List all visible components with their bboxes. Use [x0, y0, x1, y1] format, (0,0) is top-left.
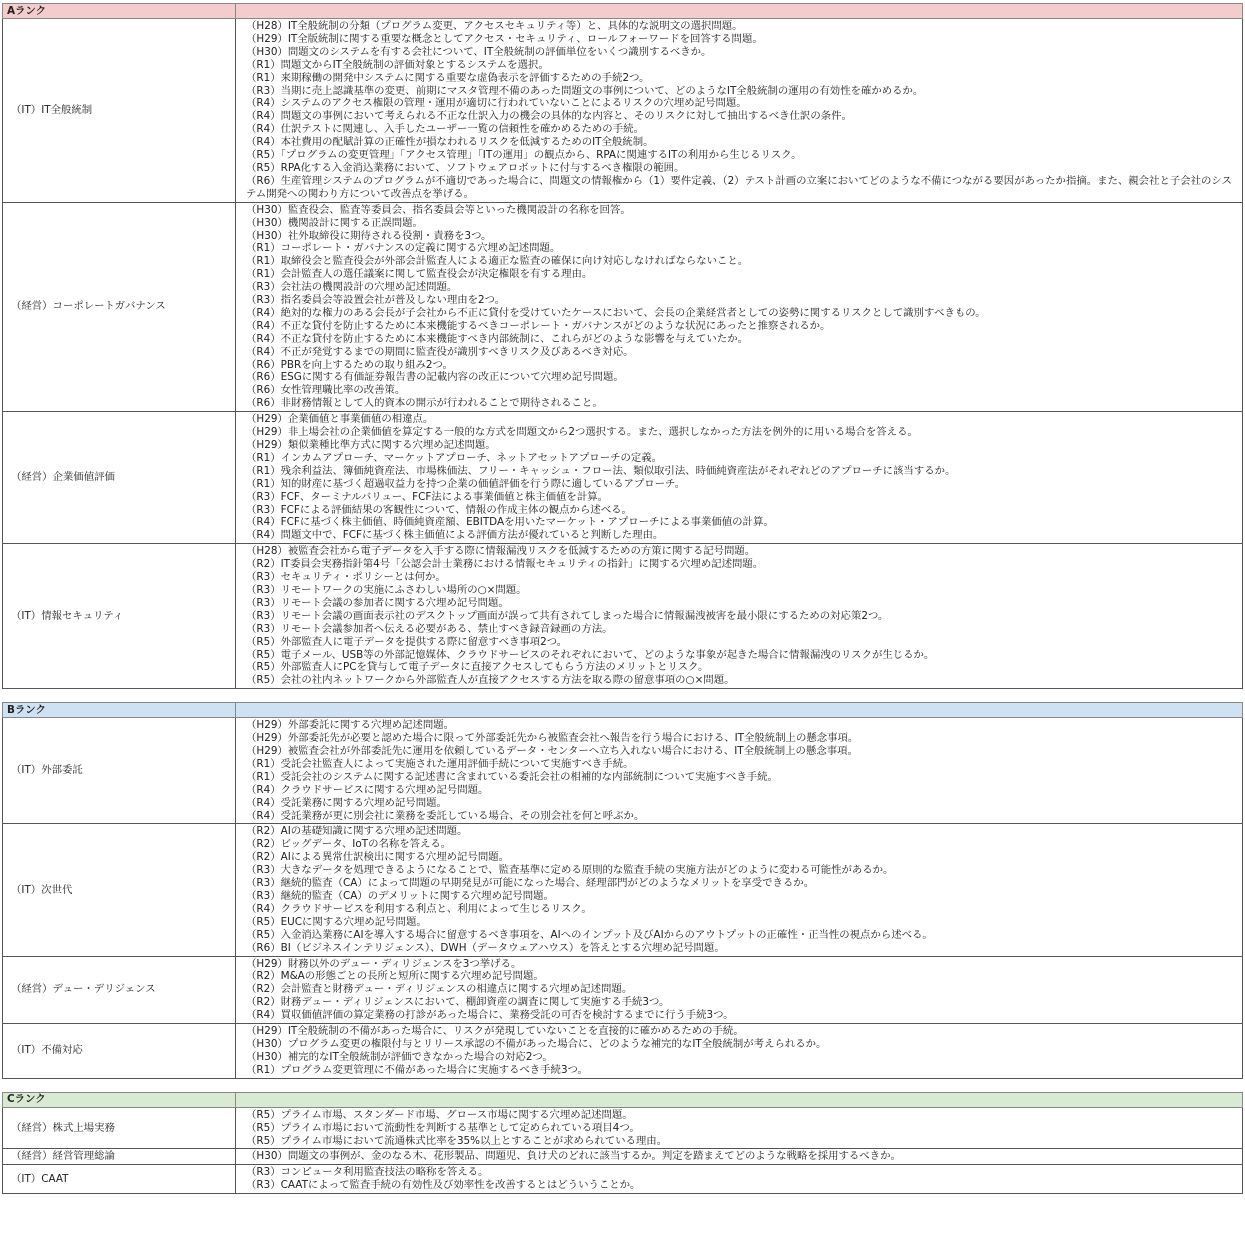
- list-item: （R2）M&Aの形態ごとの長所と短所に関する穴埋め記号問題。: [246, 970, 544, 983]
- list-item: （R2）会計監査と財務デュー・ディリジェンスの相違点に関する穴埋め記述問題。: [246, 983, 633, 996]
- topic-category: （IT）IT全般統制: [3, 19, 236, 203]
- list-item: （R3）会社法の機関設計の穴埋め記述問題。: [246, 281, 458, 294]
- list-item: （R3）大きなデータを処理できるようになることで、監査基準に定める原則的な監査手続の実施方法がどのように変わる可能性があるか。: [246, 864, 894, 877]
- list-item: （R5）プライム市場において流動性を判断する基準として定められている項目4つ。: [246, 1121, 640, 1134]
- table-row: [3, 1165, 1243, 1194]
- topic-items: [236, 1149, 1243, 1165]
- list-item: （R5）プライム市場、スタンダード市場、グロース市場に関する穴埋め記述問題。: [246, 1108, 633, 1121]
- list-item: （R1）プログラム変更管理に不備があった場合に実施するべき手続3つ。: [246, 1063, 588, 1076]
- list-item: （R6）非財務情報として人的資本の開示が行われることで期待されること。: [246, 397, 603, 410]
- rank-header-row: [3, 1092, 1243, 1107]
- topic-items: [236, 956, 1243, 1024]
- list-item: （R2）IT委員会実務指針第4号「公認会計士業務における情報セキュリティの指針」に関する穴埋め記述問題。: [246, 558, 764, 571]
- list-item: （H30）補完的なIT全般統制が評価できなかった場合の対応2つ。: [246, 1050, 553, 1063]
- list-item: （H30）問題文の事例が、金のなる木、花形製品、問題児、負け犬のどれに該当するか。判定を踏まえてどのような戦略を採用するべきか。: [246, 1150, 901, 1163]
- list-item: （R4）本社費用の配賦計算の正確性が損なわれるリスクを低減するためのIT全般統制。: [246, 136, 654, 149]
- table-row: [3, 824, 1243, 956]
- list-item: （R1）コーポレート・ガバナンスの定義に関する穴埋め記述問題。: [246, 242, 561, 255]
- rank-header: Cランク: [3, 1092, 236, 1107]
- list-item: （R4）問題文の事例において考えられる不正な仕訳入力の機会の具体的な内容と、そのリスクに対して抽出するべき仕訳の条件。: [246, 110, 852, 123]
- table-row: [3, 1024, 1243, 1079]
- list-item: （H29）外部委託先が必要と認めた場合に限って外部委託先から被監査会社へ報告を行う場合における、IT全般統制上の懸念事項。: [246, 732, 859, 745]
- list-item: （R3）リモート会議の画面表示社のデスクトップ画面が誤って共有されてしまった場合に情報漏洩被害を最小限にするための対応策2つ。: [246, 609, 889, 622]
- topic-items: [236, 19, 1243, 203]
- spacer-row: [3, 1078, 1243, 1092]
- topic-items: [236, 202, 1243, 412]
- list-item: （R3）CAATによって監査手続の有効性及び効率性を改善するとはどういうことか。: [246, 1179, 641, 1192]
- spacer-cell: [3, 689, 236, 703]
- table-row: [3, 544, 1243, 689]
- list-item: （R4）クラウドサービスに関する穴埋め記号問題。: [246, 783, 489, 796]
- list-item: （R2）AIの基礎知識に関する穴埋め記述問題。: [246, 825, 468, 838]
- table-row: [3, 956, 1243, 1024]
- topic-items: [236, 718, 1243, 824]
- list-item: （R1）問題文からIT全般統制の評価対象とするシステムを選択。: [246, 58, 549, 71]
- list-item: （R3）当期に売上認識基準の変更、前期にマスタ管理不備のあった問題文の事例について、どのようなIT全般統制の運用の有効性を確かめるか。: [246, 84, 924, 97]
- rank-header-row: [3, 4, 1243, 19]
- list-item: （R6）女性管理職比率の改善策。: [246, 384, 406, 397]
- topic-items: [236, 1024, 1243, 1079]
- list-item: （R2）財務デュー・ディリジェンスにおいて、棚卸資産の調査に関して実施する手続3つ。: [246, 996, 670, 1009]
- list-item: （R3）FCF、ターミナルバリュー、FCF法による事業価値と株主価値を計算。: [246, 490, 608, 503]
- list-item: （R3）コンピュータ利用監査技法の略称を答える。: [246, 1166, 489, 1179]
- topic-category: （IT）情報セキュリティ: [3, 544, 236, 689]
- list-item: （H29）非上場会社の企業価値を算定する一般的な方式を問題文から2つ選択する。また、選択しなかった方法を例外的に用いる場合を答える。: [246, 426, 918, 439]
- list-item: （H29）被監査会社が外部委託先に運用を依頼しているデータ・センターへ立ち入れない場合における、IT全般統制上の懸念事項。: [246, 745, 858, 758]
- list-item: （R4）仕訳テストに関連し、入手したユーザー一覧の信頼性を確かめるための手続。: [246, 123, 644, 136]
- list-item: （R1）受託会社のシステムに関する記述書に含まれている委託会社の相補的な内部統制について実施すべき手続。: [246, 770, 778, 783]
- list-item: （R5）EUCに関する穴埋め記号問題。: [246, 915, 427, 928]
- topic-items: [236, 1165, 1243, 1194]
- list-item: （R4）FCFに基づく株主価値、時価純資産額、EBITDAを用いたマーケット・アプローチによる事業価値の計算。: [246, 516, 774, 529]
- list-item: （H28）被監査会社から電子データを入手する際に情報漏洩リスクを低減するための方策に関する記号問題。: [246, 545, 756, 558]
- list-item: （R3）セキュリティ・ポリシーとは何か。: [246, 571, 446, 584]
- list-item: （R6）PBRを向上するための取り組み2つ。: [246, 358, 453, 371]
- list-item: （R1）受託会社監査人によって実施された運用評価手続について実施すべき手続。: [246, 757, 634, 770]
- list-item: （R6）BI（ビジネスインテリジェンス）、DWH（データウェアハウス）を答えとする穴埋め記号問題。: [246, 941, 725, 954]
- list-item: （H30）問題文のシステムを有する会社について、IT全般統制の評価単位をいくつ識別するべきか。: [246, 45, 712, 58]
- list-item: （R1）知的財産に基づく超過収益力を持つ企業の価値評価を行う際に適しているアプローチ。: [246, 477, 686, 490]
- table-row: [3, 1107, 1243, 1149]
- list-item: （R5）入金消込業務にAIを導入する場合に留意するべき事項を、AIへのインプット及びAIからのアウトプットの正確性・正当性の視点から述べる。: [246, 928, 933, 941]
- list-item: （H29）企業価値と事業価値の相違点。: [246, 413, 434, 426]
- exam-topics-table: [2, 3, 1243, 1194]
- list-item: （R2）AIによる異常仕訳検出に関する穴埋め記号問題。: [246, 851, 509, 864]
- topic-category: （IT）CAAT: [3, 1165, 236, 1194]
- list-item: （R4）絶対的な権力のある会長が子会社から不正に貸付を受けていたケースにおいて、会長の企業経営者としての姿勢に関するリスクとして識別すべきもの。: [246, 306, 986, 319]
- list-item: （R5）RPA化する入金消込業務において、ソフトウェアロボットに付与するべき権限の範囲。: [246, 161, 685, 174]
- list-item: （R1）取締役会と監査役会が外部会計監査人による適正な監査の確保に向け対応しなければならないこと。: [246, 255, 749, 268]
- spacer-cell: [3, 1078, 236, 1092]
- list-item: （R3）リモート会議の参加者に関する穴埋め記号問題。: [246, 596, 509, 609]
- list-item: （R5）プライム市場において流通株式比率を35%以上とすることが求められている理由。: [246, 1134, 668, 1147]
- list-item: （R1）来期稼働の開発中システムに関する重要な虚偽表示を評価するための手続2つ。: [246, 71, 650, 84]
- list-item: （R5）会社の社内ネットワークから外部監査人が直接アクセスする方法を取る際の留意事項の○×問題。: [246, 674, 735, 687]
- topic-category: （経営）企業価値評価: [3, 412, 236, 544]
- topic-items: [236, 1107, 1243, 1149]
- list-item: （H29）類似業種比準方式に関する穴埋め記述問題。: [246, 439, 496, 451]
- topic-category: （経営）株式上場実務: [3, 1107, 236, 1149]
- topic-category: （経営）経営管理総論: [3, 1149, 236, 1165]
- list-item: （R4）問題文中で、FCFに基づく株主価値による評価方法が優れていると判断した理由。: [246, 529, 664, 542]
- list-item: （R4）不正な貸付を防止するために本来機能するべきコーポレート・ガバナンスがどのような状況にあったと推察されるか。: [246, 319, 831, 332]
- list-item: （H29）財務以外のデュー・ディリジェンスを3つ挙げる。: [246, 957, 522, 970]
- rank-header: Aランク: [3, 4, 236, 19]
- list-item: （R5）外部監査人にPCを貸与して電子データに直接アクセスしてもらう方法のメリットとリスク。: [246, 661, 709, 674]
- rank-header-row: [3, 703, 1243, 718]
- list-item: （R3）リモート会議参加者へ伝える必要がある、禁止すべき録音録画の方法。: [246, 622, 613, 635]
- list-item: （H30）監査役会、監査等委員会、指名委員会等といった機関設計の名称を回答。: [246, 203, 631, 216]
- spacer-cell: [236, 689, 1243, 703]
- list-item: （H28）IT全般統制の分類（プログラム変更、アクセスセキュリティ等）と、具体的な説明文の選択問題。: [246, 20, 743, 32]
- topic-category: （経営）デュー・デリジェンス: [3, 956, 236, 1024]
- list-item: （H30）社外取締役に期待される役割・責務を3つ。: [246, 229, 492, 242]
- spacer-row: [3, 689, 1243, 703]
- topic-category: （IT）次世代: [3, 824, 236, 956]
- topic-items: [236, 544, 1243, 689]
- table-row: [3, 1149, 1243, 1165]
- table-row: [3, 718, 1243, 824]
- list-item: （R2）ビッグデータ、IoTの名称を答える。: [246, 838, 452, 851]
- list-item: （R4）受託業務に関する穴埋め記号問題。: [246, 796, 447, 809]
- list-item: （R4）不正が発覚するまでの期間に監査役が識別すべきリスク及びあるべき対応。: [246, 345, 634, 358]
- spacer-cell: [236, 1078, 1243, 1092]
- list-item: （R3）FCFによる評価結果の客観性について、情報の作成主体の観点から述べる。: [246, 503, 632, 516]
- table-row: [3, 202, 1243, 412]
- list-item: （R6）生産管理システムのプログラムが不適切であった場合に、問題文の情報権から（1）要件定義、（2）テスト計画の立案においてどのような不備につながる要因があったか指摘。また、親会社と子会社のシステム開発への関わり方について改善点を挙げる。: [246, 174, 1232, 200]
- list-item: （R6）ESGに関する有価証券報告書の記載内容の改正について穴埋め記号問題。: [246, 371, 624, 384]
- list-item: （R5）「プログラムの変更管理」「アクセス管理」「ITの運用」の観点から、RPAに関連するITの利用から生じるリスク。: [246, 149, 802, 162]
- list-item: （R3）継続的監査（CA）によって問題の早期発見が可能になった場合、経理部門がどのようなメリットを享受できるか。: [246, 877, 815, 890]
- rank-header: Bランク: [3, 703, 236, 718]
- rank-header-fill: [236, 4, 1243, 19]
- list-item: （H29）外部委託に関する穴埋め記述問題。: [246, 719, 455, 732]
- list-item: （R5）外部監査人に電子データを提供する際に留意すべき事項2つ。: [246, 635, 568, 648]
- list-item: （R4）クラウドサービスを利用する利点と、利用によって生じるリスク。: [246, 902, 592, 915]
- list-item: （R1）残余利益法、簿価純資産法、市場株価法、フリー・キャッシュ・フロー法、類似取引法、時価純資産法がそれぞれどのアプローチに該当するか。: [246, 464, 956, 477]
- table-row: [3, 19, 1243, 203]
- rank-header-fill: [236, 703, 1243, 718]
- topic-category: （IT）不備対応: [3, 1024, 236, 1079]
- list-item: （R4）受託業務が更に別会社に業務を委託している場合、その別会社を何と呼ぶか。: [246, 809, 645, 822]
- topic-category: （IT）外部委託: [3, 718, 236, 824]
- table-row: [3, 412, 1243, 544]
- list-item: （R1）インカムアプローチ、マーケットアプローチ、ネットアセットアプローチの定義。: [246, 451, 663, 464]
- list-item: （R4）不正な貸付を防止するために本来機能すべき内部統制に、これらがどのような影響を与えていたか。: [246, 332, 748, 345]
- list-item: （R3）リモートワークの実施にふさわしい場所の○×問題。: [246, 583, 527, 596]
- list-item: （H30）機関設計に関する正誤問題。: [246, 216, 423, 229]
- topic-category: （経営）コーポレートガバナンス: [3, 202, 236, 412]
- list-item: （H29）IT全般統制の不備があった場合に、リスクが発現していないことを直接的に確かめるための手続。: [246, 1025, 744, 1038]
- rank-header-fill: [236, 1092, 1243, 1107]
- list-item: （R4）買収価値評価の算定業務の打診があった場合に、業務受託の可否を検討するまでに行う手続3つ。: [246, 1009, 734, 1022]
- list-item: （R3）継続的監査（CA）のデメリットに関する穴埋め記号問題。: [246, 890, 554, 902]
- list-item: （H29）IT全版統制に関する重要な概念としてアクセス・セキュリティ、ロールフォーワードを回答する問題。: [246, 32, 763, 45]
- table-body: [3, 4, 1243, 1194]
- topic-items: [236, 412, 1243, 544]
- list-item: （H30）プログラム変更の権限付与とリリース承認の不備があった場合に、どのような補完的なIT全般統制が考えられるか。: [246, 1037, 827, 1050]
- list-item: （R1）会計監査人の選任議案に関して監査役会が決定権限を有する理由。: [246, 268, 593, 281]
- list-item: （R3）指名委員会等設置会社が普及しない理由を2つ。: [246, 294, 506, 307]
- list-item: （R4）システムのアクセス権限の管理・運用が適切に行われていないことによるリスクの穴埋め記号問題。: [246, 97, 747, 110]
- list-item: （R5）電子メール、USB等の外部記憶媒体、クラウドサービスのそれぞれにおいて、どのような事象が起きた場合に情報漏洩のリスクが生じるか。: [246, 648, 935, 661]
- topic-items: [236, 824, 1243, 956]
